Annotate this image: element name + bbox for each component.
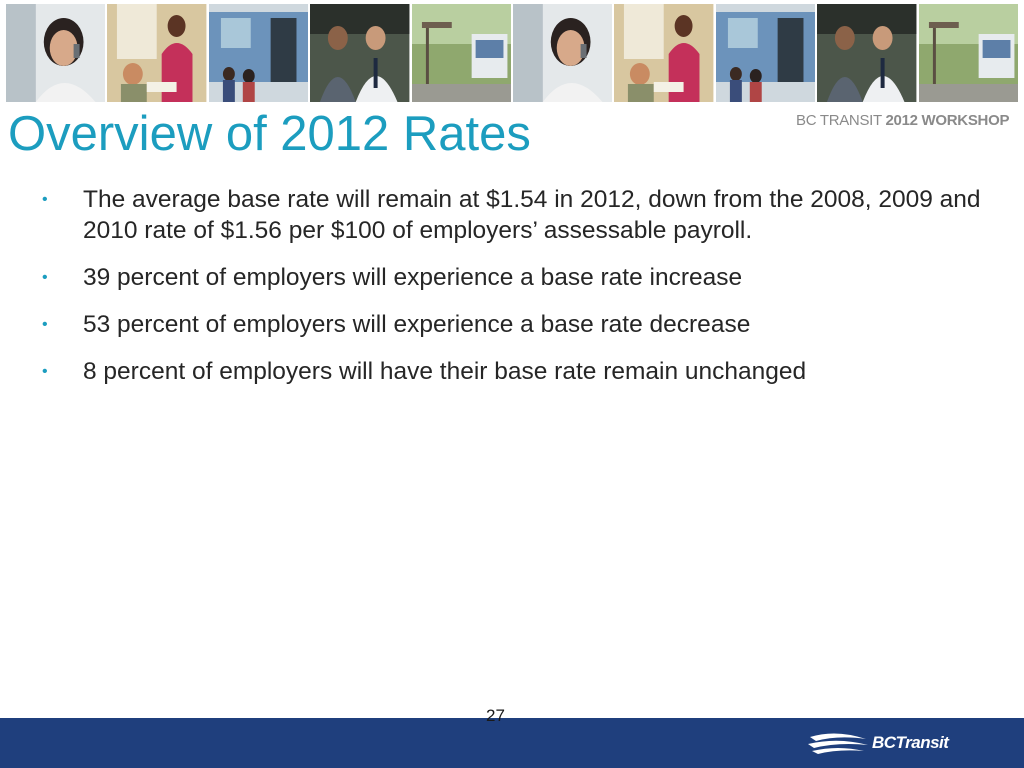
bus-stop-shelter-photo [919,4,1018,102]
bus-boarding-photo [716,4,815,102]
bullet-dot-icon: • [42,269,48,286]
workshop-tag-prefix: BC TRANSIT [796,112,882,129]
bullet-dot-icon: • [42,316,48,333]
bullet-item [42,184,982,246]
woman-on-phone-photo [6,4,105,102]
page-number: 27 [486,706,505,725]
bus-stop-shelter-photo [412,4,511,102]
woman-on-phone-photo [513,4,612,102]
driver-with-passenger-photo [310,4,409,102]
bullet-item [42,262,982,293]
bullet-item [42,356,982,387]
driver-with-passenger-photo [817,4,916,102]
photo-banner [6,4,1018,102]
swoosh-icon [808,731,870,755]
logo-text: BCTransit [872,733,949,752]
bullet-text: 53 percent of employers will experience a base rate decrease [83,311,751,338]
bctransit-logo [808,728,976,758]
bullet-text: 8 percent of employers will have their base rate remain unchanged [83,358,807,385]
bullet-text: 39 percent of employers will experience a base rate increase [83,264,743,291]
slide-title: Overview of 2012 Rates [8,107,531,161]
bullet-dot-icon: • [42,363,48,380]
workshop-tag [796,112,1009,129]
workshop-tag-suffix: 2012 WORKSHOP [885,112,1010,129]
bus-boarding-photo [209,4,308,102]
classroom-children-photo [614,4,713,102]
bullet-text: The average base rate will remain at $1.54 in 2012, down from the 2008, 2009 and 2010 rate of $1.56 per $100 of employers’ assessable payroll. [83,186,981,244]
bullet-list [42,184,982,403]
bullet-item [42,309,982,340]
classroom-children-photo [107,4,206,102]
bullet-dot-icon: • [42,191,48,208]
